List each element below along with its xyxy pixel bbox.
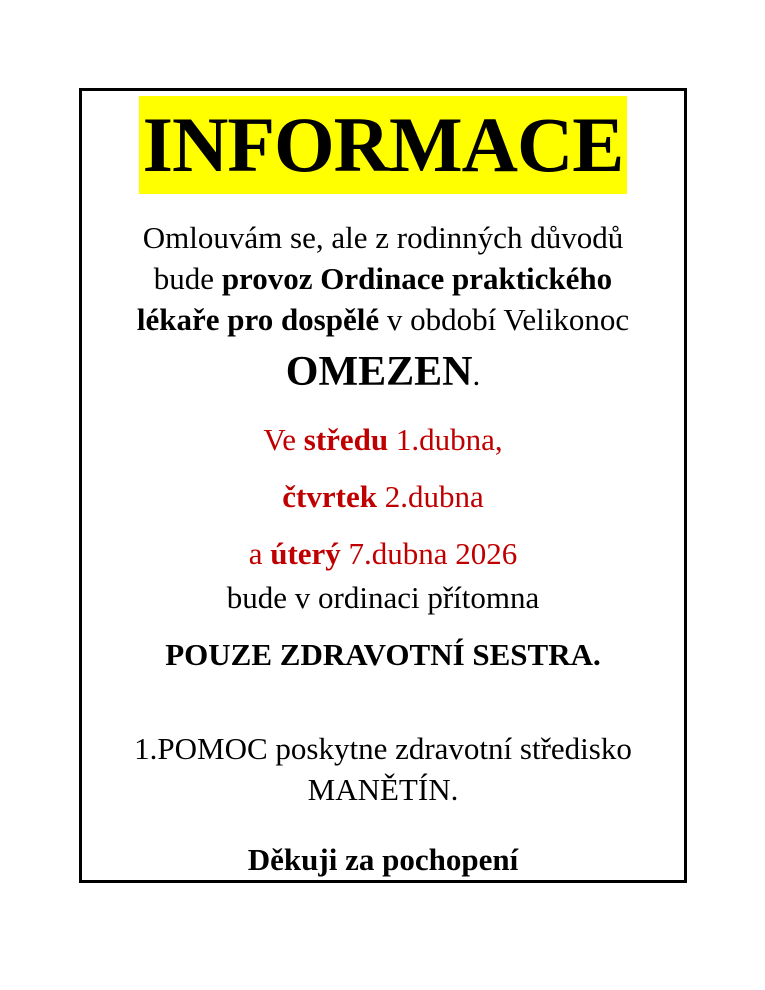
notice-title: INFORMACE	[139, 96, 628, 194]
dates-block	[82, 411, 684, 582]
date-line-2	[82, 468, 684, 525]
intro-paragraph	[82, 217, 684, 340]
intro-line-2-bold: provoz Ordinace praktického	[221, 261, 613, 296]
first-aid-line-1: 1.POMOC poskytne zdravotní středisko	[134, 731, 632, 766]
date-1-prefix: Ve	[263, 422, 304, 457]
date-3-date: 7.dubna 2026	[340, 536, 518, 571]
notice-frame	[79, 88, 687, 883]
intro-line-2-prefix: bude	[153, 261, 222, 296]
restriction-period: .	[472, 357, 481, 392]
date-2-day: čtvrtek	[282, 479, 377, 514]
date-1-date: 1.dubna,	[388, 422, 503, 457]
restriction-word: OMEZEN	[285, 349, 473, 395]
first-aid-line-2: MANĚTÍN.	[307, 772, 459, 807]
restriction-line	[82, 346, 684, 401]
intro-line-1: Omlouvám se, ale z rodinných důvodů	[142, 220, 624, 255]
first-aid-paragraph	[82, 728, 684, 810]
date-line-1	[82, 411, 684, 468]
intro-line-3	[82, 299, 684, 340]
title-area	[102, 96, 664, 198]
intro-line-2	[82, 258, 684, 299]
intro-line-3-bold: lékaře pro dospělé	[136, 302, 380, 337]
presence-line: bude v ordinaci přítomna	[226, 580, 540, 615]
date-3-day: úterý	[270, 536, 341, 571]
nurse-only-line: POUZE ZDRAVOTNÍ SESTRA.	[165, 637, 601, 672]
intro-line-3-suffix: v období Velikonoc	[379, 302, 630, 337]
thanks-line: Děkuji za pochopení	[247, 842, 519, 877]
date-line-3	[82, 525, 684, 582]
date-3-prefix: a	[248, 536, 271, 571]
date-1-day: středu	[303, 422, 389, 457]
date-2-date: 2.dubna	[376, 479, 484, 514]
